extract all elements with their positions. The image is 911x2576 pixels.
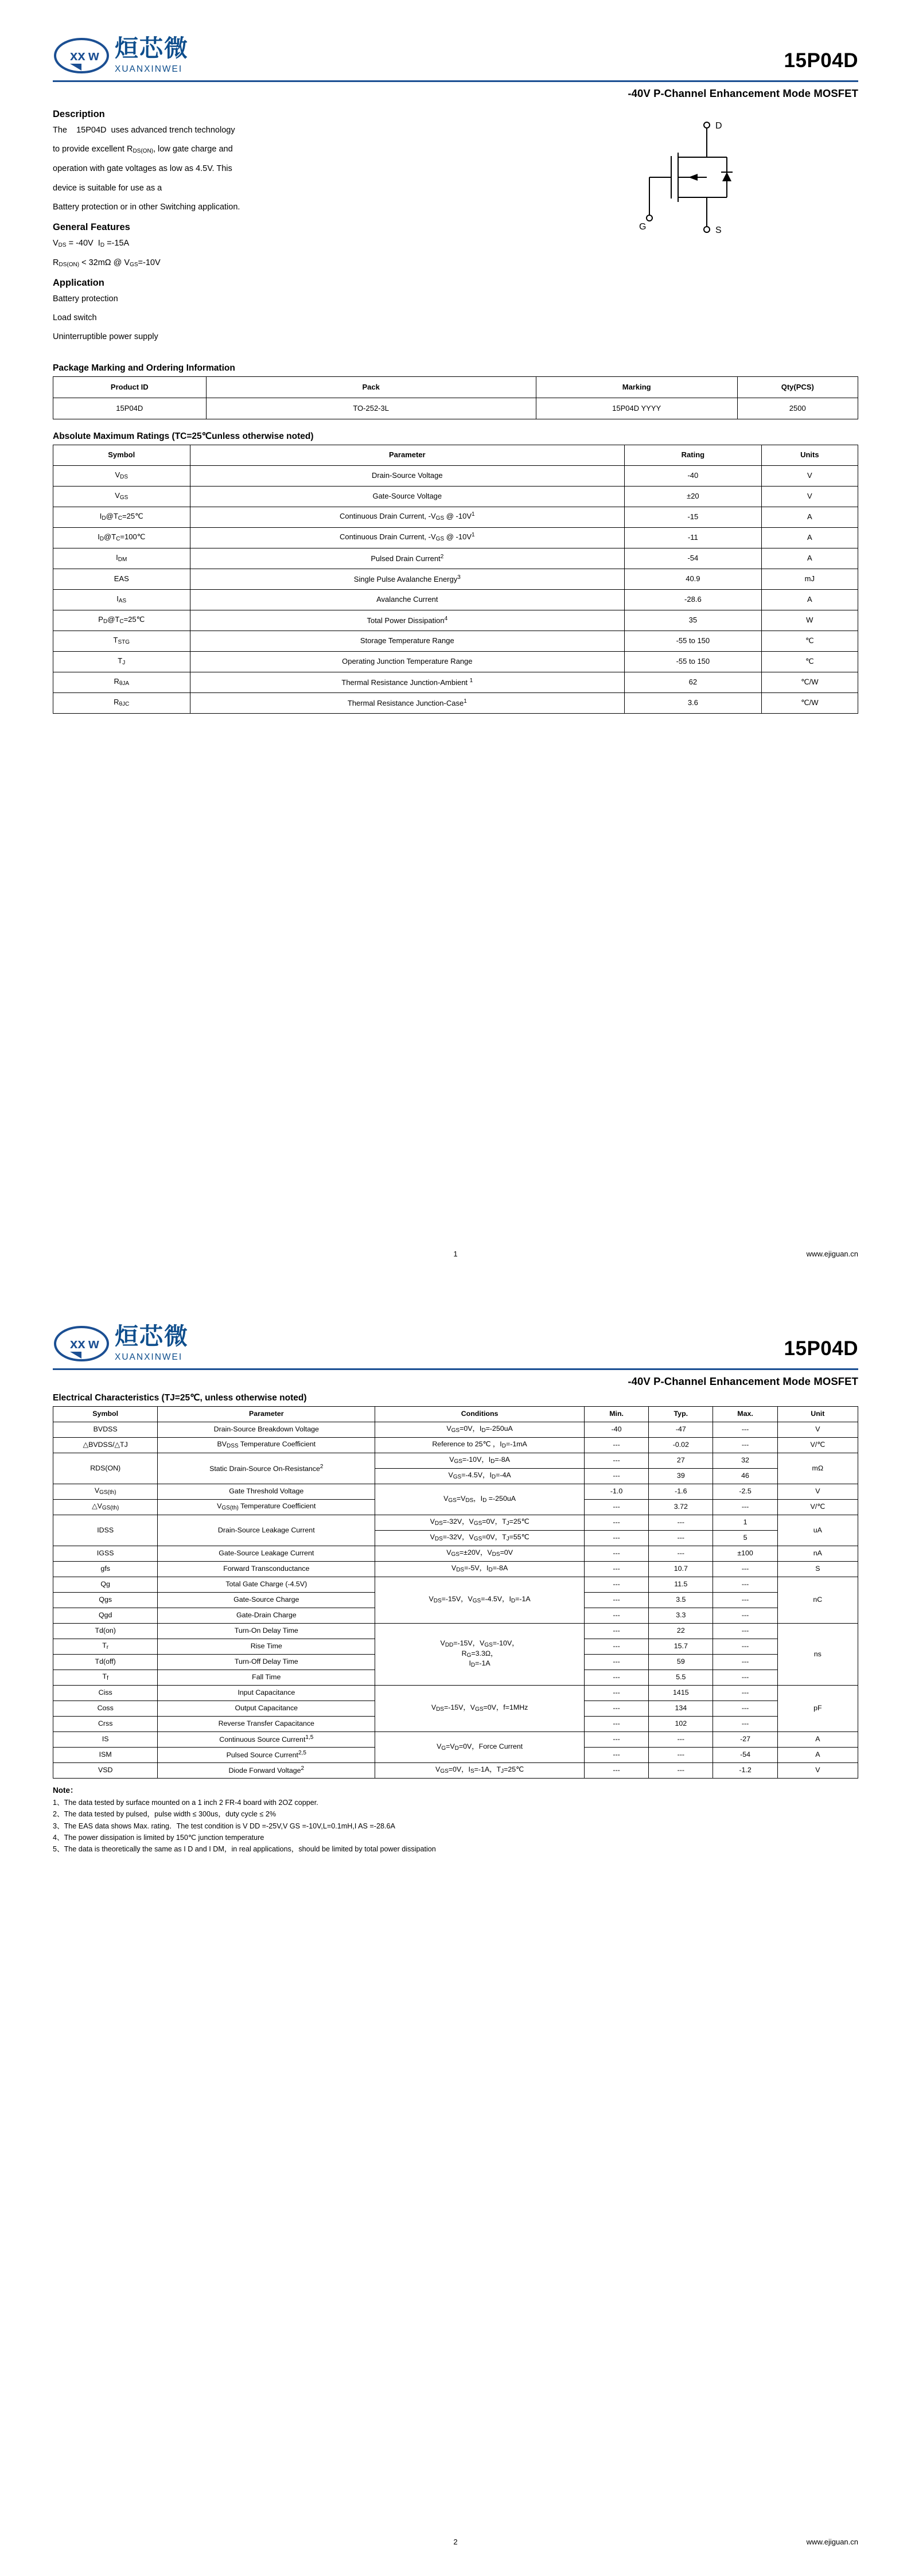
description-line: operation with gate voltages as low as 4.5V. This — [53, 164, 232, 174]
description-heading: Description — [53, 109, 105, 119]
cell-parameter: Continuous Drain Current, $-V_{GS}$ @ $-10V^1$ — [190, 507, 625, 527]
cell-typ: --- — [649, 1748, 713, 1763]
cell-max: --- — [713, 1500, 777, 1515]
svg-text:w: w — [88, 48, 99, 64]
cell-typ: 3.5 — [649, 1593, 713, 1608]
cell-symbol: Qgd — [53, 1608, 158, 1624]
cell-symbol: ISM — [53, 1748, 158, 1763]
cell-symbol: △BVDSS/△TJ — [53, 1438, 158, 1453]
cell-symbol: Qg — [53, 1577, 158, 1593]
cell-conditions: $V_{DS}=-5V$，$I_D=-8A$ — [375, 1562, 585, 1577]
table-row — [53, 692, 858, 713]
cell-min: --- — [584, 1717, 648, 1732]
cell-max: --- — [713, 1422, 777, 1438]
cell-parameter: $V_{GS(th)}$ Temperature Coefficient — [158, 1500, 375, 1515]
cell-parameter: Gate-Source Voltage — [190, 486, 625, 507]
cell-rating: 40.9 — [625, 569, 762, 589]
cell-min: --- — [584, 1686, 648, 1701]
cell-symbol: $T_f$ — [53, 1670, 158, 1686]
brand-en-name: XUANXINWEI — [115, 64, 183, 74]
cell-typ: 22 — [649, 1624, 713, 1639]
cell-parameter: Turn-On Delay Time — [158, 1624, 375, 1639]
table-row — [53, 527, 858, 548]
cell-typ: 102 — [649, 1717, 713, 1732]
description-line: The 15P04D uses advanced trench technology — [53, 126, 235, 135]
cell-parameter: Drain-Source Breakdown Voltage — [158, 1422, 375, 1438]
cell-parameter: Single Pulse Avalanche Energy$^3$ — [190, 569, 625, 589]
table-row — [53, 1732, 858, 1748]
svg-text:xx: xx — [70, 48, 85, 64]
cell-conditions: $V_G=V_D=0V$，Force Current — [375, 1732, 585, 1763]
note-item: 5、The data is theoretically the same as I D and I DM，in real applications，should be limited by total power dissipation — [53, 1845, 436, 1854]
header-rule — [53, 1368, 858, 1370]
cell-max: --- — [713, 1624, 777, 1639]
cell-units: ℃ — [761, 651, 858, 672]
col-parameter: Parameter — [190, 445, 625, 465]
feature-line: $V_{DS} = -40V$ $I_D =-15A$ — [53, 238, 130, 248]
general-features-heading: General Features — [53, 221, 130, 232]
cell-max: --- — [713, 1438, 777, 1453]
cell-typ: 27 — [649, 1453, 713, 1469]
cell-min: --- — [584, 1732, 648, 1748]
page-header — [53, 1288, 858, 1363]
cell-rating: -28.6 — [625, 589, 762, 610]
table-row — [53, 1577, 858, 1593]
table-row — [53, 398, 858, 419]
note-item: 1、The data tested by surface mounted on a 1 inch 2 FR-4 board with 2OZ copper. — [53, 1798, 318, 1807]
cell-unit: nC — [777, 1577, 858, 1624]
cell-unit: V — [777, 1484, 858, 1500]
cell-rating: -54 — [625, 548, 762, 569]
cell-typ: 134 — [649, 1701, 713, 1717]
xxw-logo-icon — [53, 37, 110, 74]
cell-unit: mΩ — [777, 1453, 858, 1484]
part-number: 15P04D — [784, 49, 858, 72]
cell-symbol: $P_D@T_C=25℃$ — [53, 610, 190, 631]
col-unit: Unit — [777, 1407, 858, 1422]
cell-typ: --- — [649, 1531, 713, 1546]
cell-max: --- — [713, 1593, 777, 1608]
description-line: device is suitable for use as a — [53, 183, 162, 193]
doc-subtitle: -40V P-Channel Enhancement Mode MOSFET — [628, 1375, 858, 1387]
table-header-row — [53, 376, 858, 398]
cell-max: 32 — [713, 1453, 777, 1469]
cell-parameter: Storage Temperature Range — [190, 631, 625, 651]
cell-conditions: $V_{GS}=0V$，$I_S=-1A$，$T_J=25℃$ — [375, 1763, 585, 1779]
cell-min: --- — [584, 1670, 648, 1686]
cell-typ: 3.3 — [649, 1608, 713, 1624]
cell-min: --- — [584, 1469, 648, 1484]
cell-conditions: $V_{DD}=-15V$，$V_{GS}=-10V$， $R_G=3.3\Omega$， $I_D=-1A$ — [375, 1624, 585, 1686]
cell-min: --- — [584, 1701, 648, 1717]
table-row — [53, 672, 858, 692]
cell-rating: 62 — [625, 672, 762, 692]
absolute-maximum-ratings-table — [53, 445, 858, 714]
cell-typ: 39 — [649, 1469, 713, 1484]
cell-symbol: $V_{GS}$ — [53, 486, 190, 507]
col-product-id: Product ID — [53, 376, 207, 398]
svg-text:S: S — [715, 225, 722, 235]
cell-min: -40 — [584, 1422, 648, 1438]
cell-max: 1 — [713, 1515, 777, 1531]
cell-typ: --- — [649, 1515, 713, 1531]
table-row — [53, 589, 858, 610]
svg-text:D: D — [715, 121, 723, 131]
cell-units: ℃ — [761, 631, 858, 651]
cell-unit: S — [777, 1562, 858, 1577]
cell-symbol: RDS(ON) — [53, 1453, 158, 1484]
feature-line: $R_{DS(ON)} < 32m\Omega$ @ $V_{GS}=-10V$ — [53, 258, 161, 268]
cell-max: 46 — [713, 1469, 777, 1484]
cell-parameter: Total Gate Charge (-4.5V) — [158, 1577, 375, 1593]
cell-rating: 35 — [625, 610, 762, 631]
cell-min: --- — [584, 1500, 648, 1515]
table-row — [53, 1515, 858, 1531]
col-units: Units — [761, 445, 858, 465]
cell-min: --- — [584, 1453, 648, 1469]
cell-marking: 15P04D YYYY — [536, 398, 737, 419]
cell-max: --- — [713, 1655, 777, 1670]
cell-symbol: Td(off) — [53, 1655, 158, 1670]
table-row — [53, 486, 858, 507]
cell-symbol: $R_{\theta JC}$ — [53, 692, 190, 713]
col-symbol: Symbol — [53, 1407, 158, 1422]
mosfet-symbol-diagram — [638, 117, 764, 249]
cell-units: ℃/W — [761, 672, 858, 692]
cell-max: --- — [713, 1670, 777, 1686]
table-row — [53, 1484, 858, 1500]
table-row — [53, 1686, 858, 1701]
table-row — [53, 1763, 858, 1779]
cell-units: A — [761, 527, 858, 548]
cell-min: --- — [584, 1593, 648, 1608]
cell-conditions: $V_{DS}=-15V$，$V_{GS}=-4.5V$，$I_D=-1A$ — [375, 1577, 585, 1624]
brand-cn-name: 烜芯微 — [115, 34, 189, 62]
cell-symbol: Crss — [53, 1717, 158, 1732]
cell-parameter: Pulsed Drain Current$^2$ — [190, 548, 625, 569]
page-number: 2 — [453, 2538, 458, 2546]
table-row — [53, 465, 858, 486]
page-number: 1 — [453, 1250, 458, 1258]
cell-unit: V/℃ — [777, 1438, 858, 1453]
cell-qty: 2500 — [737, 398, 858, 419]
cell-max: --- — [713, 1717, 777, 1732]
table-row — [53, 1546, 858, 1562]
electrical-characteristics-table — [53, 1406, 858, 1779]
cell-symbol: VSD — [53, 1763, 158, 1779]
cell-conditions: $V_{DS}=-32V$，$V_{GS}=0V$，$T_J=55℃$ — [375, 1531, 585, 1546]
page-footer — [53, 1250, 858, 1258]
application-item: Uninterruptible power supply — [53, 332, 158, 342]
cell-product-id: 15P04D — [53, 398, 207, 419]
table-row — [53, 569, 858, 589]
cell-parameter: Thermal Resistance Junction-Ambient $^1$ — [190, 672, 625, 692]
table-row — [53, 507, 858, 527]
cell-symbol: Qgs — [53, 1593, 158, 1608]
electrical-characteristics-heading: Electrical Characteristics (TJ=25℃, unless otherwise noted) — [53, 1393, 307, 1403]
cell-typ: --- — [649, 1732, 713, 1748]
cell-typ: -47 — [649, 1422, 713, 1438]
cell-conditions: $V_{DS}=-15V$，$V_{GS}=0V$，f=1MHz — [375, 1686, 585, 1732]
brand-cn-name: 烜芯微 — [115, 1322, 189, 1350]
cell-min: --- — [584, 1639, 648, 1655]
cell-symbol: $I_{AS}$ — [53, 589, 190, 610]
cell-rating: -55 to 150 — [625, 631, 762, 651]
table-row — [53, 548, 858, 569]
cell-min: --- — [584, 1577, 648, 1593]
doc-subtitle: -40V P-Channel Enhancement Mode MOSFET — [628, 87, 858, 99]
cell-symbol: $T_r$ — [53, 1639, 158, 1655]
table-header-row — [53, 1407, 858, 1422]
cell-units: A — [761, 507, 858, 527]
cell-parameter: Gate-Source Leakage Current — [158, 1546, 375, 1562]
cell-max: --- — [713, 1639, 777, 1655]
cell-max: -1.2 — [713, 1763, 777, 1779]
cell-min: --- — [584, 1562, 648, 1577]
cell-symbol: $\triangle V_{GS(th)}$ — [53, 1500, 158, 1515]
application-heading: Application — [53, 277, 104, 288]
cell-parameter: Continuous Drain Current, $-V_{GS}$ @ $-10V^1$ — [190, 527, 625, 548]
cell-symbol: EAS — [53, 569, 190, 589]
cell-units: V — [761, 465, 858, 486]
cell-conditions: $V_{GS}=-10V$，$I_D=-8A$ — [375, 1453, 585, 1469]
application-item: Battery protection — [53, 294, 118, 303]
cell-typ: 3.72 — [649, 1500, 713, 1515]
cell-parameter: Thermal Resistance Junction-Case$^1$ — [190, 692, 625, 713]
page-footer — [53, 2538, 858, 2546]
table-row — [53, 1438, 858, 1453]
cell-conditions: $V_{DS}=-32V$，$V_{GS}=0V$，$T_J=25℃$ — [375, 1515, 585, 1531]
note-item: 4、The power dissipation is limited by 150℃ junction temperature — [53, 1834, 264, 1842]
cell-typ: 10.7 — [649, 1562, 713, 1577]
cell-max: --- — [713, 1686, 777, 1701]
page-header — [53, 0, 858, 75]
note-item: 3、The EAS data shows Max. rating．The test condition is V DD =-25V,V GS =-10V,L=0.1mH,I AS =-28.6A — [53, 1822, 395, 1830]
cell-typ: 11.5 — [649, 1577, 713, 1593]
cell-symbol: IGSS — [53, 1546, 158, 1562]
cell-parameter: Drain-Source Leakage Current — [158, 1515, 375, 1546]
cell-rating: -40 — [625, 465, 762, 486]
cell-parameter: Static Drain-Source On-Resistance$^2$ — [158, 1453, 375, 1484]
cell-parameter: Avalanche Current — [190, 589, 625, 610]
cell-min: -1.0 — [584, 1484, 648, 1500]
description-line: Battery protection or in other Switching application. — [53, 203, 240, 212]
col-pack: Pack — [206, 376, 536, 398]
cell-symbol: BVDSS — [53, 1422, 158, 1438]
header-rule — [53, 80, 858, 82]
table-row — [53, 610, 858, 631]
cell-conditions: Reference to 25℃ ，$I_D=-1mA$ — [375, 1438, 585, 1453]
cell-symbol: Coss — [53, 1701, 158, 1717]
cell-parameter: Reverse Transfer Capacitance — [158, 1717, 375, 1732]
cell-parameter: Operating Junction Temperature Range — [190, 651, 625, 672]
cell-units: ℃/W — [761, 692, 858, 713]
svg-text:xx: xx — [70, 1336, 85, 1352]
cell-symbol: $R_{\theta JA}$ — [53, 672, 190, 692]
col-conditions: Conditions — [375, 1407, 585, 1422]
cell-unit: uA — [777, 1515, 858, 1546]
cell-symbol: $I_D@T_C=100℃$ — [53, 527, 190, 548]
cell-parameter: Gate-Source Charge — [158, 1593, 375, 1608]
cell-max: --- — [713, 1577, 777, 1593]
cell-typ: -1.6 — [649, 1484, 713, 1500]
col-rating: Rating — [625, 445, 762, 465]
cell-pack: TO-252-3L — [206, 398, 536, 419]
xxw-logo-icon — [53, 1325, 110, 1362]
ordering-info-heading: Package Marking and Ordering Information — [53, 363, 235, 373]
amr-heading: Absolute Maximum Ratings (TC=25℃unless otherwise noted) — [53, 431, 314, 441]
cell-min: --- — [584, 1438, 648, 1453]
svg-text:G: G — [639, 222, 647, 232]
cell-symbol: $V_{DS}$ — [53, 465, 190, 486]
notes-block — [53, 1784, 858, 1855]
part-number: 15P04D — [784, 1337, 858, 1360]
cell-rating: -55 to 150 — [625, 651, 762, 672]
col-marking: Marking — [536, 376, 737, 398]
cell-unit: ns — [777, 1624, 858, 1686]
cell-min: --- — [584, 1624, 648, 1639]
page-2 — [0, 1288, 911, 2576]
table-row — [53, 631, 858, 651]
cell-min: --- — [584, 1515, 648, 1531]
cell-parameter: Pulsed Source Current$^{2,5}$ — [158, 1748, 375, 1763]
cell-min: --- — [584, 1546, 648, 1562]
col-min: Min. — [584, 1407, 648, 1422]
cell-unit: pF — [777, 1686, 858, 1732]
col-symbol: Symbol — [53, 445, 190, 465]
cell-min: --- — [584, 1655, 648, 1670]
cell-parameter: Rise Time — [158, 1639, 375, 1655]
cell-typ: 5.5 — [649, 1670, 713, 1686]
cell-symbol: gfs — [53, 1562, 158, 1577]
cell-min: --- — [584, 1608, 648, 1624]
brand-en-name: XUANXINWEI — [115, 1352, 183, 1362]
cell-conditions: $V_{GS}=0V$，$I_D=-250uA$ — [375, 1422, 585, 1438]
cell-unit: V — [777, 1763, 858, 1779]
cell-min: --- — [584, 1748, 648, 1763]
cell-rating: ±20 — [625, 486, 762, 507]
cell-symbol: Ciss — [53, 1686, 158, 1701]
cell-symbol: $I_{DM}$ — [53, 548, 190, 569]
col-max: Max. — [713, 1407, 777, 1422]
table-header-row — [53, 445, 858, 465]
cell-rating: 3.6 — [625, 692, 762, 713]
notes-title: Note： — [53, 1786, 78, 1795]
cell-parameter: Turn-Off Delay Time — [158, 1655, 375, 1670]
cell-units: W — [761, 610, 858, 631]
cell-max: -54 — [713, 1748, 777, 1763]
cell-max: -27 — [713, 1732, 777, 1748]
ordering-info-table — [53, 376, 858, 419]
cell-max: ±100 — [713, 1546, 777, 1562]
cell-symbol: IS — [53, 1732, 158, 1748]
cell-parameter: $BV_{DSS}$ Temperature Coefficient — [158, 1438, 375, 1453]
cell-symbol: $V_{GS(th)}$ — [53, 1484, 158, 1500]
cell-conditions: $V_{GS}=\pm 20V$，$V_{DS}=0V$ — [375, 1546, 585, 1562]
cell-parameter: Input Capacitance — [158, 1686, 375, 1701]
cell-max: 5 — [713, 1531, 777, 1546]
table-row — [53, 1453, 858, 1469]
website-link[interactable]: www.ejiguan.cn — [806, 1250, 858, 1258]
cell-typ: -0.02 — [649, 1438, 713, 1453]
table-row — [53, 1562, 858, 1577]
cell-units: V — [761, 486, 858, 507]
col-typ: Typ. — [649, 1407, 713, 1422]
svg-text:w: w — [88, 1336, 99, 1352]
cell-typ: 59 — [649, 1655, 713, 1670]
cell-parameter: Total Power Dissipation$^4$ — [190, 610, 625, 631]
cell-symbol: $I_D@T_C=25℃$ — [53, 507, 190, 527]
cell-typ: --- — [649, 1546, 713, 1562]
table-row — [53, 1624, 858, 1639]
cell-symbol: IDSS — [53, 1515, 158, 1546]
cell-rating: -15 — [625, 507, 762, 527]
cell-unit: A — [777, 1732, 858, 1748]
note-item: 2、The data tested by pulsed，pulse width ≤ 300us，duty cycle ≤ 2% — [53, 1810, 277, 1819]
cell-units: A — [761, 589, 858, 610]
cell-unit: A — [777, 1748, 858, 1763]
cell-conditions: $V_{GS}=V_{DS}$，$I_D =-250uA$ — [375, 1484, 585, 1515]
company-logo — [53, 34, 189, 75]
table-row — [53, 651, 858, 672]
cell-parameter: Drain-Source Voltage — [190, 465, 625, 486]
cell-typ: 1415 — [649, 1686, 713, 1701]
cell-max: --- — [713, 1608, 777, 1624]
table-row — [53, 1422, 858, 1438]
cell-min: --- — [584, 1531, 648, 1546]
cell-max: --- — [713, 1701, 777, 1717]
cell-unit: V — [777, 1422, 858, 1438]
cell-parameter: Diode Forward Voltage$^2$ — [158, 1763, 375, 1779]
cell-unit: V/℃ — [777, 1500, 858, 1515]
cell-unit: nA — [777, 1546, 858, 1562]
cell-parameter: Gate Threshold Voltage — [158, 1484, 375, 1500]
website-link[interactable]: www.ejiguan.cn — [806, 2538, 858, 2546]
cell-parameter: Fall Time — [158, 1670, 375, 1686]
cell-units: mJ — [761, 569, 858, 589]
cell-typ: 15.7 — [649, 1639, 713, 1655]
cell-units: A — [761, 548, 858, 569]
cell-parameter: Output Capacitance — [158, 1701, 375, 1717]
company-logo — [53, 1322, 189, 1363]
cell-typ: --- — [649, 1763, 713, 1779]
cell-rating: -11 — [625, 527, 762, 548]
cell-parameter: Continuous Source Current$^{1,5}$ — [158, 1732, 375, 1748]
cell-min: --- — [584, 1763, 648, 1779]
col-parameter: Parameter — [158, 1407, 375, 1422]
cell-symbol: $T_{STG}$ — [53, 631, 190, 651]
application-item: Load switch — [53, 313, 97, 322]
description-line: to provide excellent $R_{DS(ON)}$, low gate charge and — [53, 145, 233, 155]
cell-conditions: $V_{GS}=-4.5V$，$I_D=-4A$ — [375, 1469, 585, 1484]
cell-max: --- — [713, 1562, 777, 1577]
cell-parameter: Gate-Drain Charge — [158, 1608, 375, 1624]
cell-parameter: Forward Transconductance — [158, 1562, 375, 1577]
col-qty: Qty(PCS) — [737, 376, 858, 398]
cell-max: -2.5 — [713, 1484, 777, 1500]
cell-symbol: $T_J$ — [53, 651, 190, 672]
cell-symbol: Td(on) — [53, 1624, 158, 1639]
